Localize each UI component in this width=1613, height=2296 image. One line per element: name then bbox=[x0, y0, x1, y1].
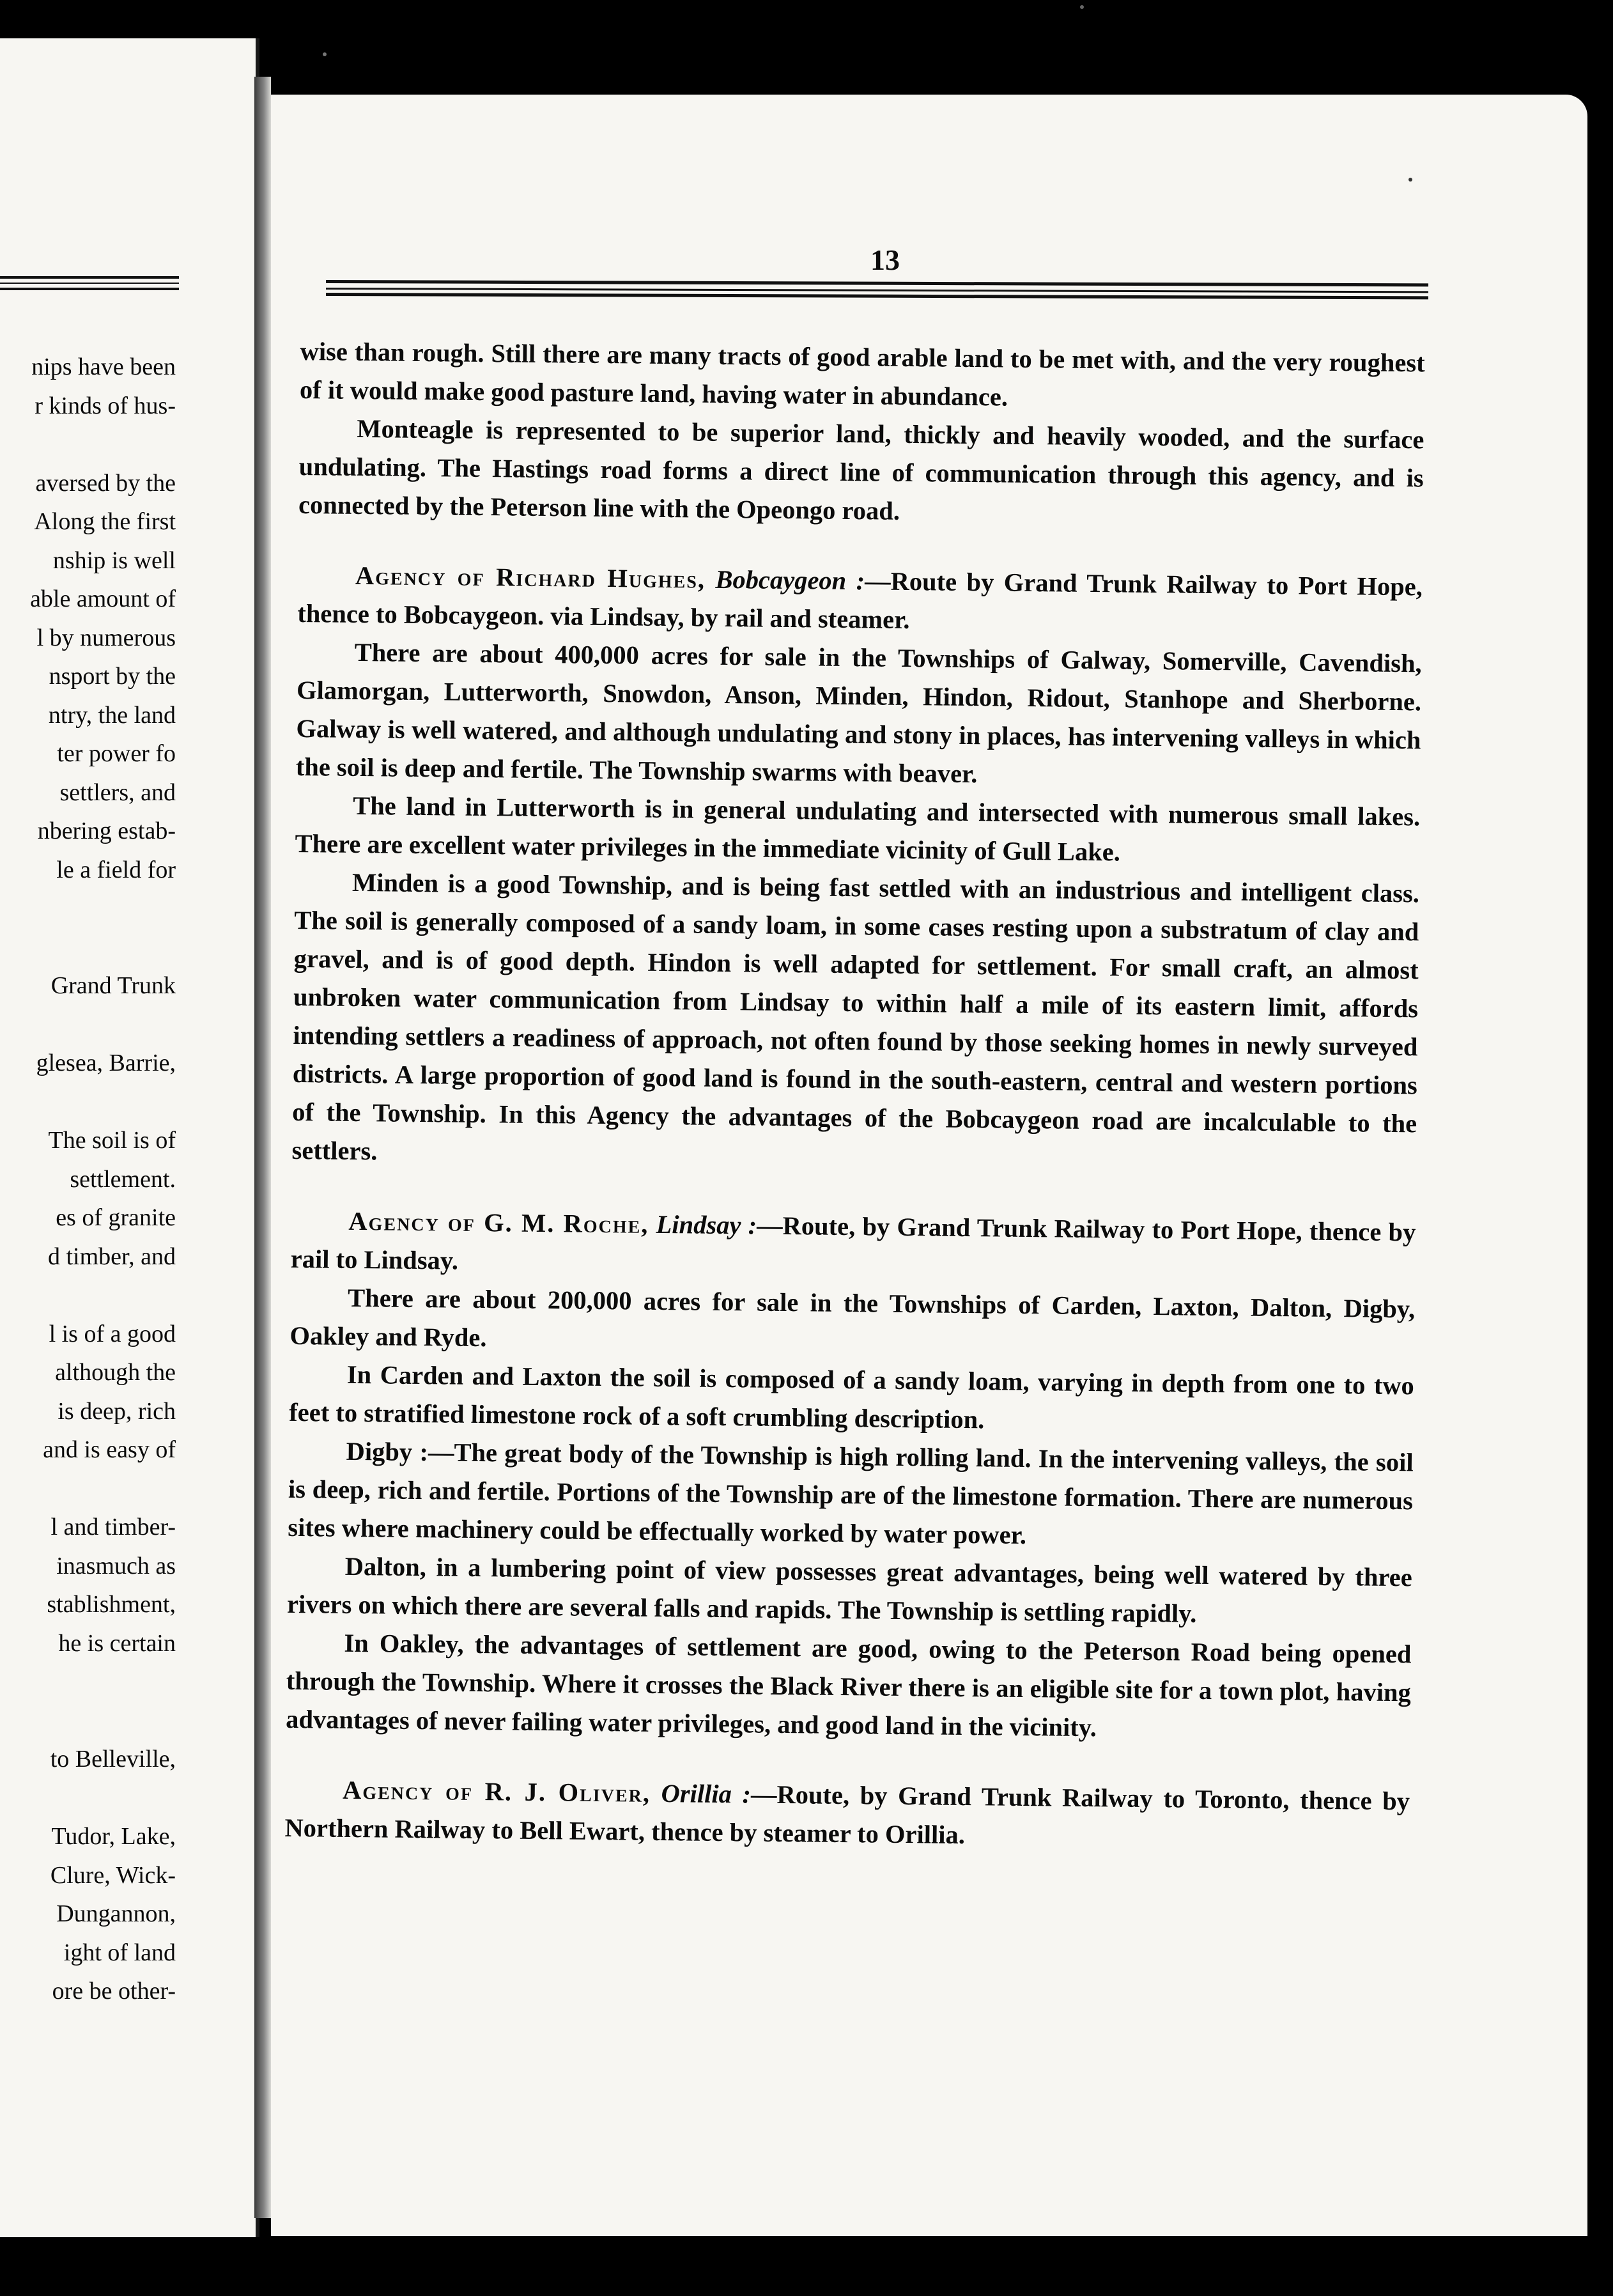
left-page-line: settlement. bbox=[70, 1165, 176, 1193]
left-page-line: d timber, and bbox=[47, 1243, 176, 1270]
agency-paragraph: There are about 400,000 acres for sale in the Townships of Galway, Somerville, Cavendish, Glamorgan, Lutterworth, Snowdon, Anson, Minden, Hindon, Ridout, Stanhope and Sherborne. Galway is well watered, and although undulating and stony in places, has intervening valleys in which the soil is deep and fertile. The Township swarms with beaver. bbox=[295, 637, 1422, 789]
left-page-line: ntry, the land bbox=[48, 701, 176, 729]
left-page-line: r kinds of hus- bbox=[35, 392, 176, 419]
agency-place: Orillia : bbox=[661, 1779, 752, 1809]
left-page-line: inasmuch as bbox=[56, 1552, 176, 1579]
left-page-rule bbox=[0, 288, 179, 290]
left-page-line: ight of land bbox=[63, 1939, 176, 1966]
page-number: 13 bbox=[870, 244, 900, 276]
ink-speck bbox=[323, 52, 327, 56]
agency-route: —Route, by Grand Trunk Railway to Port Hope, thence by rail to Lindsay. bbox=[290, 1211, 1416, 1275]
left-page-line: ore be other- bbox=[52, 1978, 176, 2005]
left-page-line: nsport by the bbox=[49, 663, 176, 690]
agency-name: Agency of G. M. Roche, bbox=[348, 1206, 649, 1239]
left-page-line: Grand Trunk bbox=[50, 972, 176, 999]
agency-section bbox=[284, 1771, 1410, 1859]
agency-route: —Route, by Grand Trunk Railway to Toronto, thence by Northern Railway to Bell Ewart, thence by steamer to Orillia. bbox=[284, 1780, 1410, 1850]
left-page-line: es of granite bbox=[56, 1204, 176, 1231]
left-page-line: ter power fo bbox=[57, 740, 176, 767]
left-page-line: is deep, rich bbox=[58, 1397, 176, 1425]
agency-section bbox=[291, 556, 1423, 1181]
left-page-line: he is certain bbox=[58, 1629, 176, 1657]
left-page-line: and is easy of bbox=[43, 1436, 176, 1463]
intro-paragraph: wise than rough. Still there are many tracts of good arable land to be met with, and the very roughest of it would make good pasture land, having water in abundance. bbox=[299, 336, 1425, 412]
left-page-line: stablishment, bbox=[47, 1591, 176, 1618]
left-page-line: nips have been bbox=[31, 353, 176, 380]
agency-name: Agency of Richard Hughes, bbox=[355, 561, 706, 594]
left-page-line: Tudor, Lake, bbox=[51, 1823, 176, 1850]
left-page-line: to Belleville, bbox=[50, 1746, 176, 1772]
agency-paragraph: Digby :—The great body of the Township is high rolling land. In the intervening valleys, the soil is deep, rich and fertile. Portions of the Township are of the limestone formation. There are numerous sites where machinery could be effectually worked by water power. bbox=[288, 1436, 1414, 1549]
left-page-line: although the bbox=[55, 1359, 176, 1386]
left-page-line: nship is well bbox=[52, 547, 176, 574]
left-page-line: glesea, Barrie, bbox=[36, 1050, 176, 1076]
left-page-line: The soil is of bbox=[48, 1127, 176, 1154]
agency-section bbox=[286, 1202, 1416, 1750]
left-page-rule bbox=[0, 276, 179, 279]
ink-speck bbox=[1080, 5, 1084, 9]
agency-place: Lindsay : bbox=[656, 1209, 757, 1240]
left-page-line: Dungannon, bbox=[56, 1900, 176, 1927]
left-page-line: nbering estab- bbox=[37, 818, 176, 844]
left-page-line: aversed by the bbox=[35, 469, 176, 497]
left-page-line: l and timber- bbox=[50, 1514, 176, 1540]
left-page-line: l by numerous bbox=[36, 624, 176, 651]
agency-paragraph: In Carden and Laxton the soil is composed of a sandy loam, varying in depth from one to two feet to stratified limestone rock of a soft crumbling description. bbox=[289, 1360, 1415, 1434]
left-page-line: l is of a good bbox=[49, 1320, 176, 1347]
agency-place: Bobcaygeon : bbox=[715, 564, 865, 596]
page-gutter bbox=[254, 77, 271, 2218]
agency-paragraph: There are about 200,000 acres for sale in the Townships of Carden, Laxton, Dalton, Digby, Oakley and Ryde. bbox=[289, 1283, 1416, 1353]
left-facing-page bbox=[0, 38, 259, 2237]
text-column bbox=[284, 332, 1425, 1859]
header-rule bbox=[326, 280, 1428, 301]
agency-paragraph: The land in Lutterworth is in general undulating and intersected with numerous small lakes. There are excellent water privileges in the immediate vicinity of Gull Lake. bbox=[295, 791, 1421, 867]
agency-paragraph: Minden is a good Township, and is being fast settled with an industrious and intelligent class. The soil is generally composed of a sandy loam, in some cases resting upon a substratum of clay and gravel, and is of good depth. Hindon is well adapted for settlement. For small craft, an almost unbroken water communication from Lindsay to within half a mile of its eastern limit, affords intending settlers a readiness of approach, not often found by those seeking homes in newly surveyed districts. A large proportion of good land is found in the south-eastern, central and western portions of the Township. In this Agency the advantages of the Bobcaygeon road are incalculable to the settlers. bbox=[291, 867, 1420, 1166]
left-page-line: le a field for bbox=[56, 856, 176, 883]
ink-speck bbox=[1408, 178, 1412, 182]
left-page-line: able amount of bbox=[30, 586, 176, 612]
left-page-rule bbox=[0, 283, 179, 284]
left-page-line: Along the first bbox=[34, 508, 176, 535]
agency-route: —Route by Grand Trunk Railway to Port Hope, thence to Bobcaygeon. via Lindsay, by rail and steamer. bbox=[297, 566, 1423, 635]
left-page-line: Clure, Wick- bbox=[50, 1861, 176, 1889]
agency-paragraph: Dalton, in a lumbering point of view possesses great advantages, being well watered by three rivers on which there are several falls and rapids. The Township is settling rapidly. bbox=[286, 1551, 1412, 1628]
agency-paragraph: In Oakley, the advantages of settlement are good, owing to the Peterson Road being opened through the Township. Where it crosses the Black River there is an eligible site for a town plot, having advantages of never failing water privileges, and good land in the vicinity. bbox=[286, 1628, 1412, 1742]
left-page-line: settlers, and bbox=[59, 779, 176, 806]
intro-paragraph: Monteagle is represented to be superior land, thickly and heavily wooded, and the surface undulating. The Hastings road forms a direct line of communication through this agency, and is connected by the Peterson line with the Opeongo road. bbox=[298, 414, 1424, 525]
agency-name: Agency of R. J. Oliver, bbox=[342, 1775, 651, 1808]
